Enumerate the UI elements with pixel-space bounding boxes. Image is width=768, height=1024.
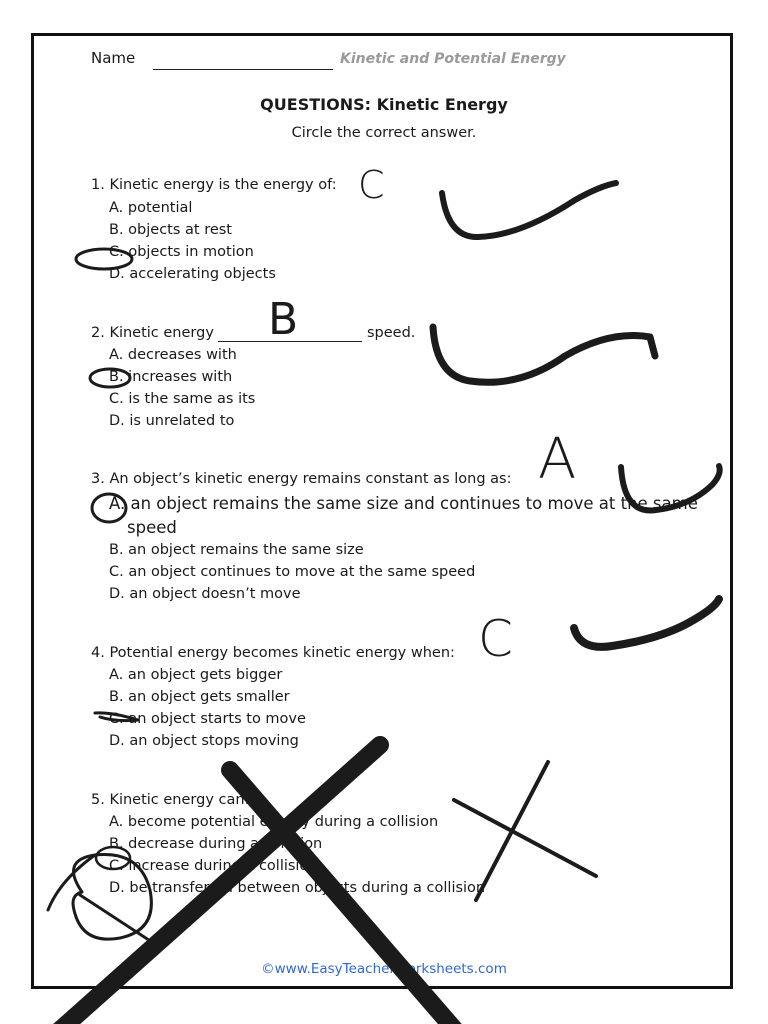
- q4-option-d[interactable]: D. an object stops moving: [109, 733, 299, 749]
- handwritten-answer-q3: A: [538, 427, 577, 492]
- question-2-text-start: 2. Kinetic energy: [91, 325, 214, 341]
- q5-option-a[interactable]: A. become potential energy during a collision: [109, 814, 439, 830]
- q3-option-c[interactable]: C. an object continues to move at the same speed: [109, 564, 476, 580]
- q2-option-b[interactable]: B. increases with: [109, 369, 233, 385]
- question-1-text: 1. Kinetic energy is the energy of:: [91, 177, 337, 193]
- q3-option-d[interactable]: D. an object doesn’t move: [109, 586, 301, 602]
- question-3-text: 3. An object’s kinetic energy remains constant as long as:: [91, 471, 512, 487]
- handwritten-answer-q4: C: [478, 610, 513, 668]
- handwritten-answer-q1: C: [358, 163, 385, 207]
- q2-option-c[interactable]: C. is the same as its: [109, 391, 256, 407]
- handwritten-answer-q2-blank: B: [268, 294, 299, 345]
- q1-option-d[interactable]: D. accelerating objects: [109, 266, 276, 282]
- question-5-text: 5. Kinetic energy can:: [91, 792, 250, 808]
- q2-option-a[interactable]: A. decreases with: [109, 347, 237, 363]
- q4-option-c[interactable]: C. an object starts to move: [109, 711, 306, 727]
- question-4-text: 4. Potential energy becomes kinetic energy when:: [91, 645, 455, 661]
- q2-option-d[interactable]: D. is unrelated to: [109, 413, 235, 429]
- q1-option-a[interactable]: A. potential: [109, 200, 193, 216]
- worksheet-title: Kinetic and Potential Energy: [340, 51, 566, 67]
- q3-option-a-line2[interactable]: speed: [127, 518, 177, 537]
- footer-copyright: ©www.EasyTeacherWorksheets.com: [261, 961, 507, 977]
- q4-option-b[interactable]: B. an object gets smaller: [109, 689, 290, 705]
- name-label: Name: [91, 49, 136, 67]
- q3-option-a-line1[interactable]: A. an object remains the same size and continues to move at the same: [109, 494, 698, 513]
- question-2-text-end: speed.: [367, 325, 416, 341]
- page-title: QUESTIONS: Kinetic Energy: [260, 95, 508, 114]
- name-field-line[interactable]: [153, 69, 333, 70]
- instruction-text: Circle the correct answer.: [291, 125, 477, 141]
- q5-option-b[interactable]: B. decrease during a collision: [109, 836, 323, 852]
- q5-option-d[interactable]: D. be transferred between objects during a collision: [109, 880, 486, 896]
- q1-option-b[interactable]: B. objects at rest: [109, 222, 232, 238]
- q1-option-c[interactable]: C. objects in motion: [109, 244, 254, 260]
- q4-option-a[interactable]: A. an object gets bigger: [109, 667, 283, 683]
- q5-option-c[interactable]: C. increase during a collision: [109, 858, 318, 874]
- q3-option-b[interactable]: B. an object remains the same size: [109, 542, 364, 558]
